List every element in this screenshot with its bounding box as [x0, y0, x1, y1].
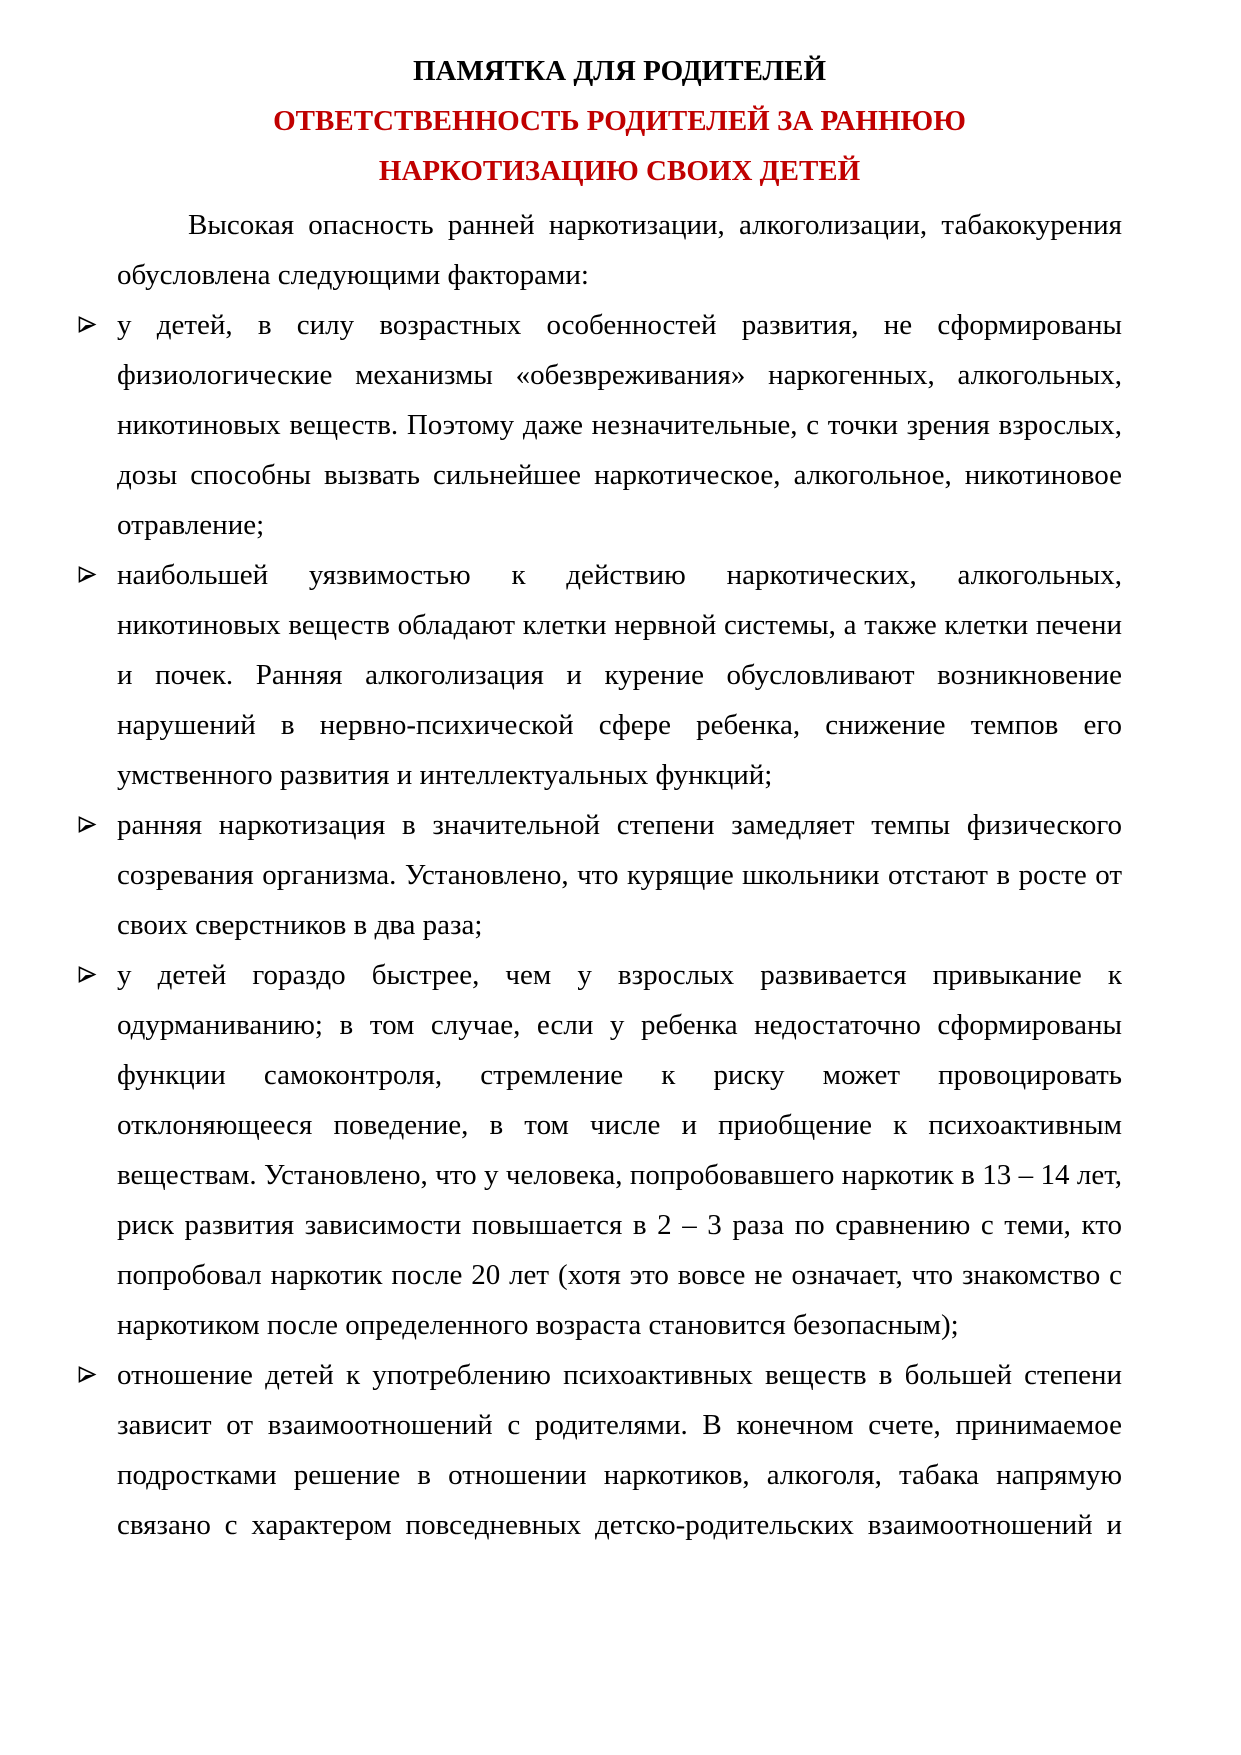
list-item: [117, 1350, 1122, 1550]
bullet-text: у детей, в силу возрастных особенностей развития, не сформированы физиологические механизмы «обезвреживания» наркогенных, алкогольных, никотиновых веществ. Поэтому даже незначительные, с точки зрения взрослых, дозы способны вызвать сильнейшее наркотическое, алкогольное, никотиновое отравление;: [117, 309, 1122, 541]
intro-paragraph: Высокая опасность ранней наркотизации, алкоголизации, табакокурения обусловлена следующими факторами:: [117, 209, 1122, 291]
bullet-text: у детей гораздо быстрее, чем у взрослых развивается привыкание к одурманиванию; в том случае, если у ребенка недостаточно сформированы функции самоконтроля, стремление к риску может провоцировать отклоняющееся поведение, в том числе и приобщение к психоактивным веществам. Установлено, что у человека, попробовавшего наркотик в 13 – 14 лет, риск развития зависимости повышается в 2 – 3 раза по сравнению с теми, кто попробовал наркотик после 20 лет (хотя это вовсе не означает, что знакомство с наркотиком после определенного возраста становится безопасным);: [117, 959, 1122, 1341]
list-item: [117, 800, 1122, 950]
arrowhead-right-icon: [78, 815, 97, 834]
document-title: ПАМЯТКА ДЛЯ РОДИТЕЛЕЙ: [412, 55, 827, 87]
list-item: [117, 950, 1122, 1350]
arrowhead-right-icon: [78, 965, 97, 984]
bullet-list: [117, 300, 1122, 1550]
bullet-text: наибольшей уязвимостью к действию наркотических, алкогольных, никотиновых веществ обладают клетки нервной системы, а также клетки печени и почек. Ранняя алкоголизация и курение обусловливают возникновение нарушений в нервно-психической сфере ребенка, снижение темпов его умственного развития и интеллектуальных функций;: [117, 559, 1122, 791]
bullet-text: ранняя наркотизация в значительной степени замедляет темпы физического созревания организма. Установлено, что курящие школьники отстают в росте от своих сверстников в два раза;: [117, 809, 1122, 941]
arrowhead-right-icon: [78, 565, 97, 584]
document-subtitle-line1: ОТВЕТСТВЕННОСТЬ РОДИТЕЛЕЙ ЗА РАННЮЮ: [273, 105, 966, 137]
document-subtitle-line2: НАРКОТИЗАЦИЮ СВОИХ ДЕТЕЙ: [378, 155, 861, 187]
list-item: [117, 300, 1122, 550]
bullet-text: отношение детей к употреблению психоактивных веществ в большей степени зависит от взаимоотношений с родителями. В конечном счете, принимаемое подростками решение в отношении наркотиков, алкоголя, табака напрямую связано с характером повседневных детско-родительских взаимоотношений и: [117, 1359, 1122, 1541]
arrowhead-right-icon: [78, 1365, 97, 1384]
arrowhead-right-icon: [78, 315, 97, 334]
list-item: [117, 550, 1122, 800]
